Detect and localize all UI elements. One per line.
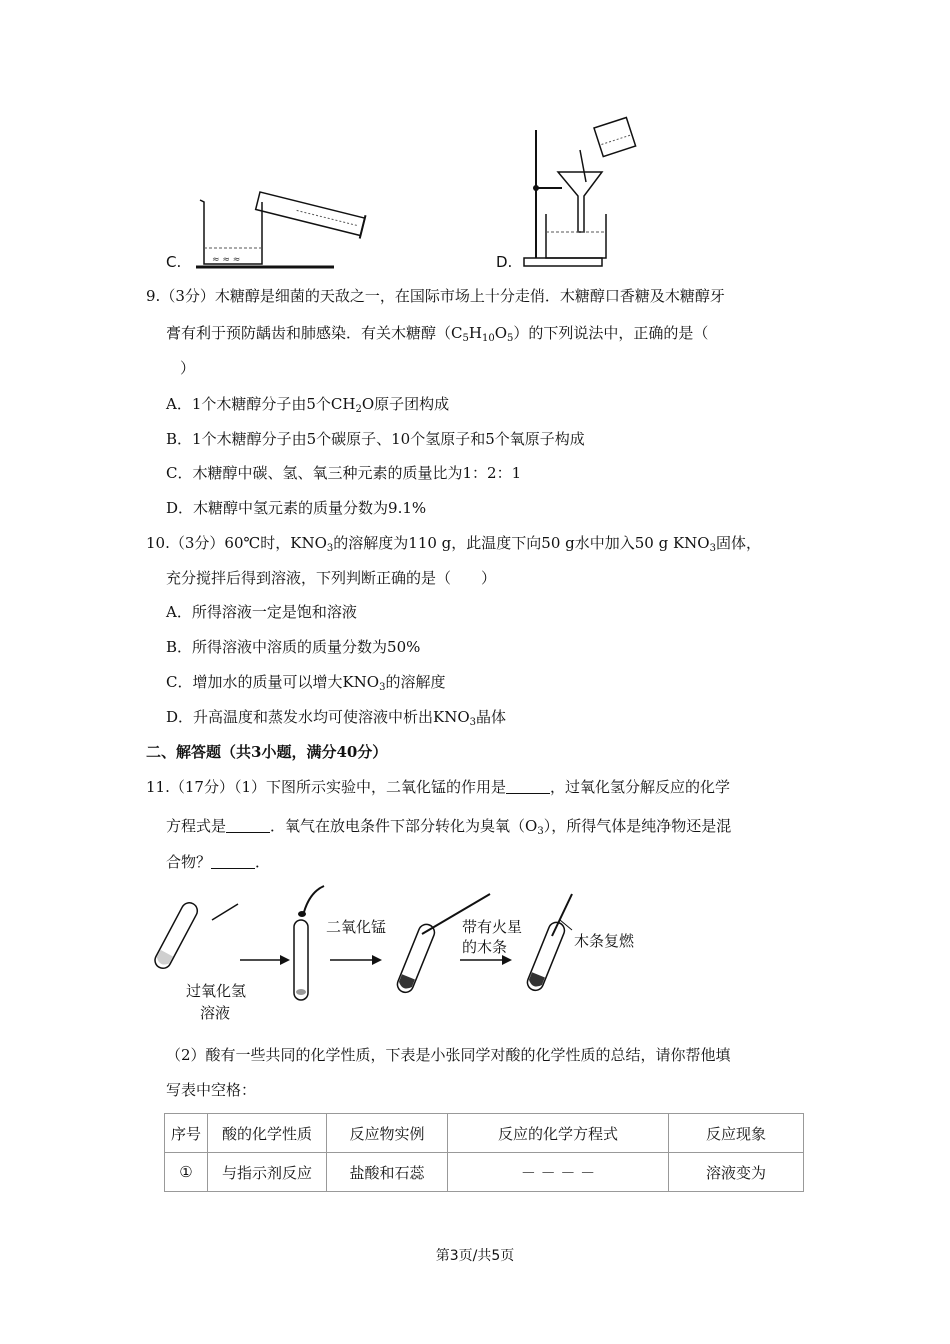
q11-fig-label-peroxide-2: 溶液: [200, 1004, 231, 1022]
table-header-cell: 反应现象: [669, 1114, 804, 1153]
table-header-cell: 反应物实例: [327, 1114, 448, 1153]
page-footer: 第3页/共5页: [435, 1248, 515, 1264]
q11-stem-line-3: [166, 852, 270, 872]
q10-option-d-text: D．升高温度和蒸发水均可使溶液中析出KNO: [166, 708, 470, 726]
table-cell: ①: [165, 1153, 208, 1192]
q10-stem-text-1c: 固体，: [715, 534, 761, 552]
q11-stem-text-3b: ．: [255, 853, 271, 871]
q11-part2-line-2: 写表中空格：: [166, 1081, 257, 1099]
q11-fig-label-mno2: 二氧化锰: [326, 918, 387, 936]
q11-blank-3[interactable]: [211, 854, 255, 869]
q10-sub-3b: 3: [709, 543, 716, 554]
q9-stem-text-2d: ）的下列说法中，正确的是（: [513, 324, 709, 342]
table-header-row: [165, 1114, 804, 1153]
table-header-cell: 酸的化学性质: [208, 1114, 327, 1153]
q11-blank-1[interactable]: [506, 779, 550, 794]
q9-stem-text-2a: 膏有利于预防龋齿和肺感染．有关木糖醇（C: [166, 324, 463, 342]
q10-option-c-text-post: 的溶解度: [385, 673, 446, 691]
option-c-label: C.: [166, 253, 182, 271]
q10-number: 10.: [146, 534, 170, 552]
q11-stem-text-2c: ），所得气体是纯净物还是混: [543, 817, 732, 835]
table-cell: － － － －: [448, 1153, 669, 1192]
q9-sub-5b: 5: [507, 333, 514, 344]
q10-option-d-text-post: 晶体: [476, 708, 507, 726]
q9-option-a: [166, 394, 449, 414]
q11-score: （17分）: [169, 778, 234, 796]
q11-stem-line-1: [146, 777, 730, 797]
q11-stem-text-1b: ，过氧化氢分解反应的化学: [550, 778, 731, 796]
q9-option-c: C．木糖醇中碳、氢、氧三种元素的质量比为1：2：1: [166, 464, 522, 482]
q11-part2-line-1: （2）酸有一些共同的化学性质，下表是小张同学对酸的化学性质的总结，请你帮他填: [166, 1046, 731, 1064]
q9-sub-10: 10: [481, 333, 495, 344]
q11-sub-3: 3: [537, 826, 544, 837]
q9-stem-line-3: ）: [180, 359, 196, 377]
figure-d-filtration-apparatus: [520, 120, 640, 270]
q10-option-c: [166, 672, 446, 692]
q10-option-d: [166, 707, 506, 727]
table-cell: 盐酸和石蕊: [327, 1153, 448, 1192]
option-d-label: D.: [496, 253, 513, 271]
q9-stem-text-2b: H: [468, 324, 482, 342]
table-header-cell: 反应的化学方程式: [448, 1114, 669, 1153]
section-2-heading: 二、解答题（共3小题，满分40分）: [146, 743, 388, 761]
q9-score: （3分）: [160, 287, 215, 305]
q9-sub-5a: 5: [462, 333, 469, 344]
q10-option-d-sub: 3: [469, 717, 477, 728]
q9-stem-text-2c: O: [494, 324, 507, 342]
table-cell: 溶液变为: [669, 1153, 804, 1192]
q11-fig-label-peroxide-1: 过氧化氢: [186, 982, 247, 1000]
q11-number: 11.: [146, 778, 170, 796]
q11-stem-text-2a: 方程式是: [166, 817, 227, 835]
q10-stem-line-1: [146, 533, 761, 553]
q11-stem-line-2: [166, 816, 731, 836]
q10-option-b: B．所得溶液中溶质的质量分数为50%: [166, 638, 421, 656]
q10-score: （3分）: [169, 534, 225, 552]
q9-stem-line-1: [146, 286, 725, 306]
table-header-cell: 序号: [165, 1114, 208, 1153]
q11-blank-2[interactable]: [226, 818, 270, 833]
q10-stem-text-1a: 60℃时，KNO: [224, 534, 327, 552]
table-cell: 与指示剂反应: [208, 1153, 327, 1192]
q11-stem-text-1a: （1）下图所示实验中，二氧化锰的作用是: [233, 778, 506, 796]
q10-stem-text-1b: 的溶解度为110 g，此温度下向50 g水中加入50 g KNO: [333, 534, 710, 552]
q9-option-d: D．木糖醇中氢元素的质量分数为9.1%: [166, 499, 427, 517]
table-row: [165, 1153, 804, 1192]
q10-option-c-text: C．增加水的质量可以增大KNO: [166, 673, 380, 691]
q10-stem-line-2: 充分搅拌后得到溶液，下列判断正确的是（ ）: [166, 569, 497, 587]
q11-fig-label-splint-2: 的木条: [462, 938, 508, 956]
q11-fig-label-splint-1: 带有火星: [462, 918, 523, 936]
q10-sub-3a: 3: [326, 543, 334, 554]
figure-c-pouring-graduated-cylinder: [190, 170, 380, 270]
q11-fig-label-relight: 木条复燃: [574, 932, 635, 950]
q10-option-c-sub: 3: [379, 682, 386, 693]
q9-number: 9.: [146, 287, 161, 305]
q11-stem-text-3a: 合物？: [166, 853, 212, 871]
q9-stem-text-1: 木糖醇是细菌的天敌之一，在国际市场上十分走俏．木糖醇口香糖及木糖醇牙: [214, 287, 725, 305]
q10-option-a: A．所得溶液一定是饱和溶液: [166, 603, 357, 621]
q11-stem-text-2b: ．氧气在放电条件下部分转化为臭氧（O: [270, 817, 538, 835]
q9-option-b: B．1个木糖醇分子由5个碳原子、10个氢原子和5个氧原子构成: [166, 430, 585, 448]
acid-properties-table: [164, 1113, 804, 1192]
q9-option-a-text: A．1个木糖醇分子由5个CH: [166, 395, 356, 413]
q9-stem-line-2: [166, 323, 708, 343]
svg-text:≈ ≈ ≈: ≈ ≈ ≈: [212, 255, 241, 265]
q9-option-a-text-post: O原子团构成: [361, 395, 450, 413]
q9-option-a-sub: 2: [355, 404, 362, 415]
